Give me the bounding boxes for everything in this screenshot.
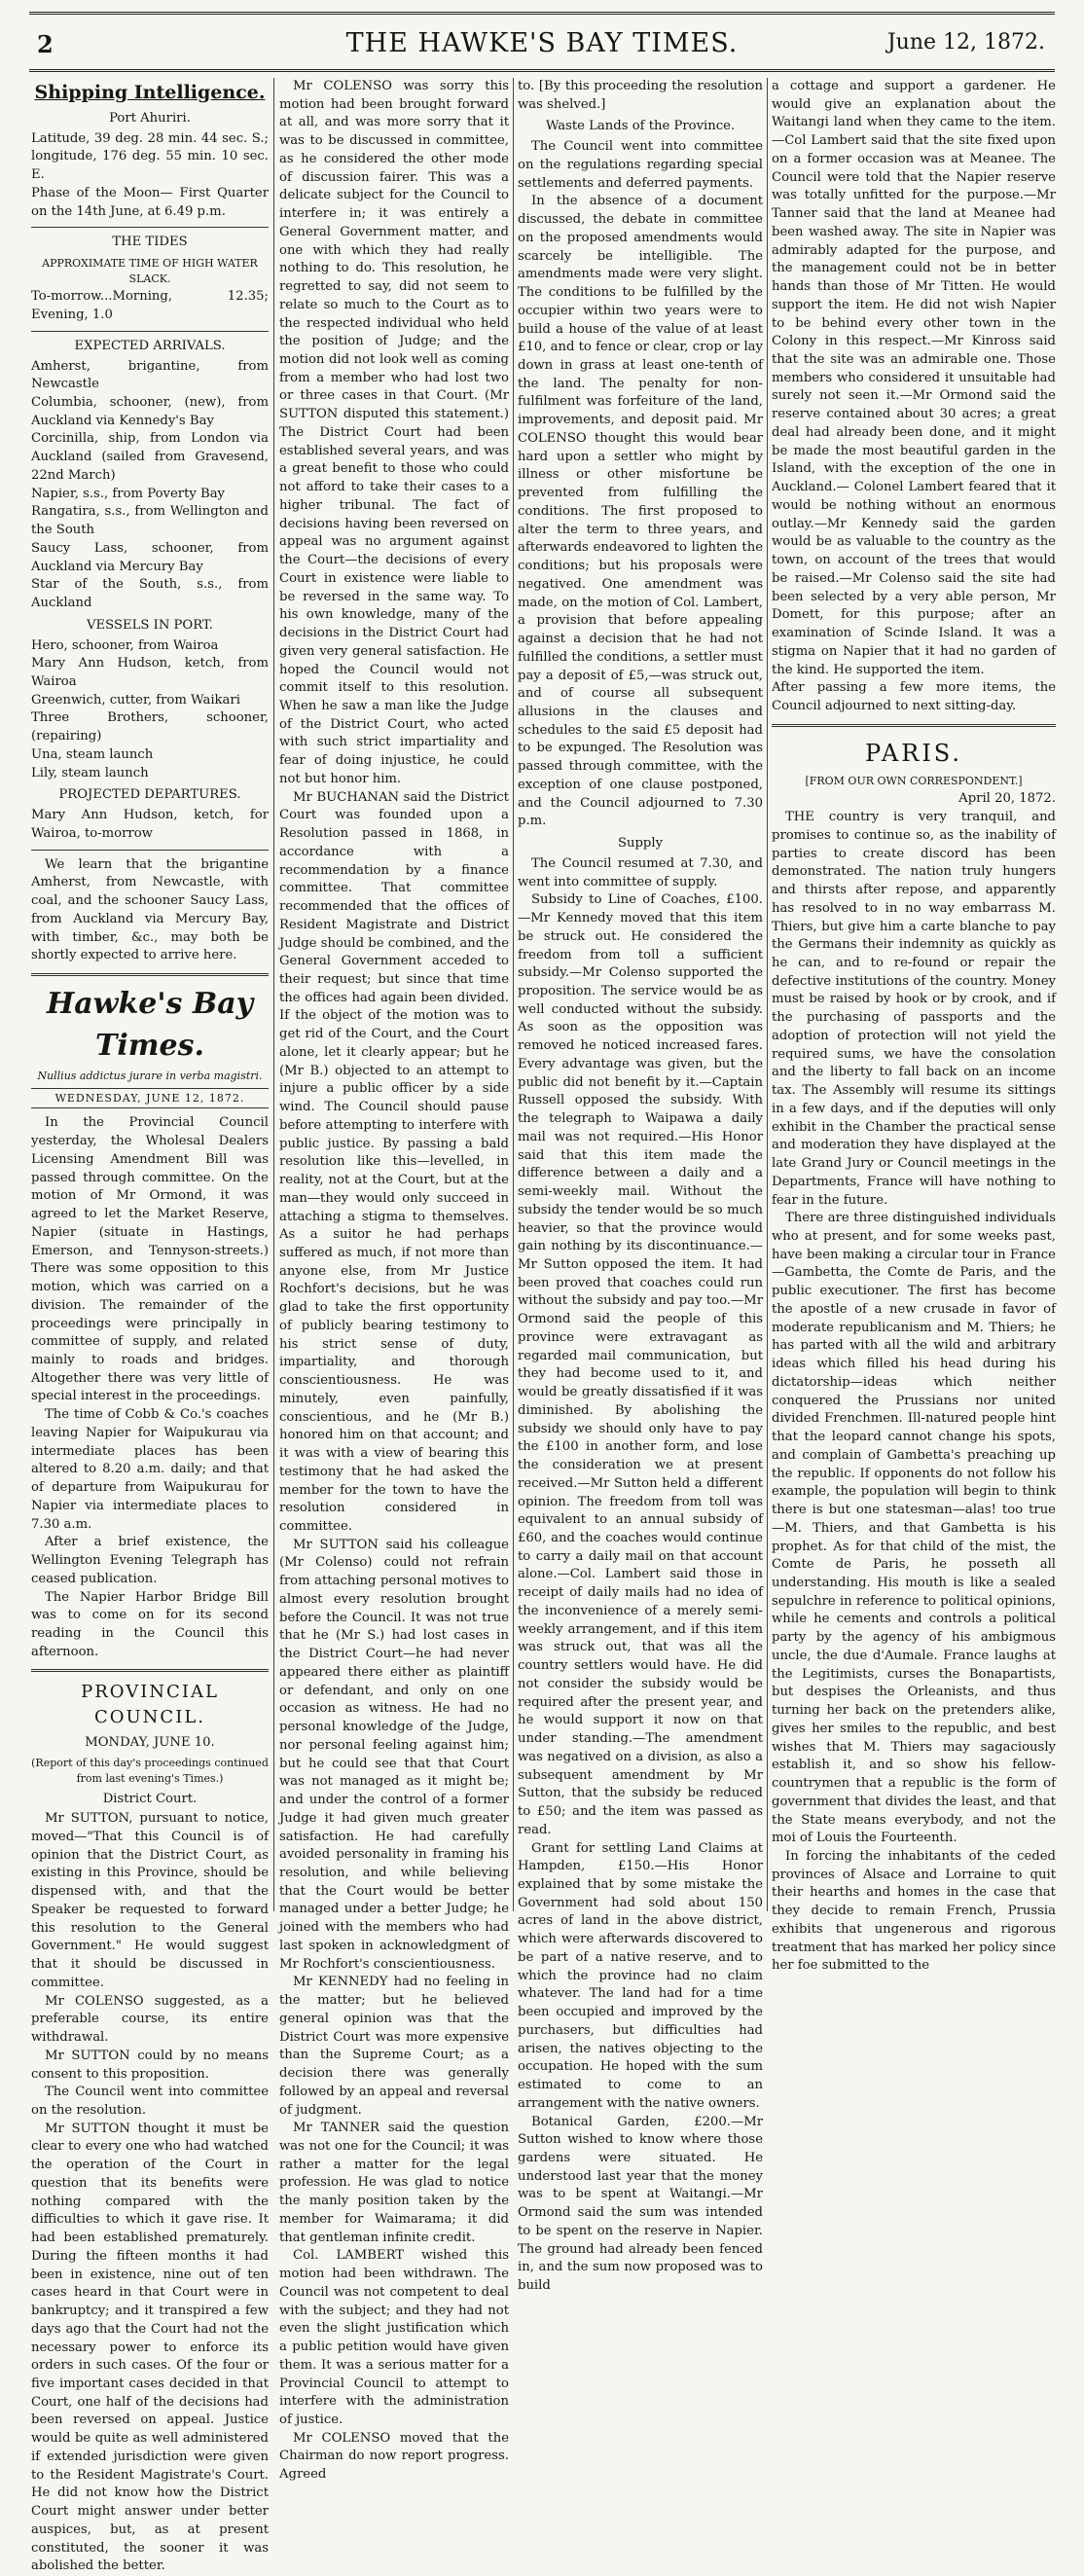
vessels-heading: VESSELS IN PORT. xyxy=(87,617,213,633)
waste-lands-heading: Waste Lands of the Province. xyxy=(545,119,736,134)
column-rule xyxy=(273,78,274,1911)
divider xyxy=(31,850,269,851)
prov-paragraphs xyxy=(31,1810,269,2576)
departures-heading: PROJECTED DEPARTURES. xyxy=(58,787,241,803)
supply-paragraph: Subsidy to Line of Coaches, £100.—Mr Kennedy moved that this item be struck out. He considered the freedom from toll a sufficient subsidy.—Mr Colenso supported the proposition. The service would be as well conducted without the subsidy. As soon as the opposition was removed he noticed increased fares. Every advantage was given, but the public did not benefit by it.—Captain Russell opposed the subsidy. With the telegraph to Waipawa a daily mail was not required.—His Honor said that this item made the difference between a daily and a semi-weekly mail. Without the subsidy the tender would be so much heavier, so that the province would gain nothing by its discontinuance.—Mr Sutton opposed the item. It had been proved that coaches could run without the subsidy and pay too.—Mr Ormond said the people of this province were extravagant as regarded mail communication, but they had become used to it, and would be greatly dissatisfied if it was diminished. By abolishing the subsidy we should only have to pay the £100 in another form, and lose the consideration we at present received.—Mr Sutton held a different opinion. The freedom from toll was equivalent to an annual subsidy of £60, and the coaches would continue to carry a daily mail on that account alone.—Col. Lambert said those in receipt of daily mails had no idea of the inconvenience of a merely semi-weekly arrangement, and if this item was struck out, that was all the country settlers would have. He did not consider the subsidy would be required after the present year, and he would support it now on that under standing.—The amendment was negatived on a division, as also a subsequent amendment by Mr Sutton, that the subsidy be reduced to £50; and the item was passed as read. xyxy=(518,892,763,1837)
district-court-heading: District Court. xyxy=(102,1791,198,1806)
vessel-item: Hero, schooner, from Wairoa xyxy=(31,637,219,653)
column-rule xyxy=(767,78,768,1911)
prov-note: (Report of this day's proceedings continued from last evening's Times.) xyxy=(31,1757,269,1785)
supply-paragraphs xyxy=(518,855,763,2296)
editorial-section xyxy=(31,1114,269,1661)
page-number: 2 xyxy=(37,30,54,58)
col2-paragraph: Mr KENNEDY had no feeling in the matter; but he believed general opinion was that the District Court was more expensive than the Supreme Court; as a decision there was generally followed by an appeal and reversal of judgment. xyxy=(279,1975,509,2118)
col3-top-paragraphs xyxy=(518,78,763,114)
col2-paragraph: Mr TANNER said the question was not one for the Council; it was rather a matter for the legal profession. He was glad to notice the manly position taken by the member for Waimarama; it did that gentleman infinite credit. xyxy=(279,2121,509,2245)
prov-paragraph: The Council went into committee on the resolution. xyxy=(31,2085,269,2118)
expected-arrival-item: Corcinilla, ship, from London via Auckland (sailed from Gravesend, 22nd March) xyxy=(31,431,269,483)
prov-paragraph: Mr COLENSO suggested, as a preferable course, its entire withdrawal. xyxy=(31,1993,269,2046)
column-1 xyxy=(31,78,269,2574)
editorial-paragraph: In the Provincial Council yesterday, the Wholesal Dealers Licensing Amendment Bill was passed through committee. On the motion of Mr Ormond, it was agreed to let the Market Reserve, Napier (situate in Hastings, Emerson, and Tennyson-streets.) There was some opposition to this motion, which was carried on a division. The remainder of the proceedings were principally in committee of supply, and related mainly to roads and bridges. Altogether there was very little of special interest in the proceedings. xyxy=(31,1115,269,1404)
paper-motto: Nullius addictus jurare in verba magistri. xyxy=(37,1070,263,1083)
col3-top-paragraph: to. [By this proceeding the resolution was shelved.] xyxy=(518,79,763,112)
waste-paragraph: The Council went into committee on the regulations regarding special settlements and deferred payments. xyxy=(518,139,763,191)
col2-paragraph: Mr SUTTON said his colleague (Mr Colenso) could not refrain from attaching personal motives to almost every resolution brought before the Council. It was not true that he (Mr S.) had lost cases in the District Court—he had never appeared there either as plaintiff or defendant, and only on one occasion as witness. He had no personal knowledge of the Judge, nor personal feeling against him; but he could see that that Court was not managed as it might be; and under the control of a former Judge it had given much greater satisfaction. He had carefully avoided personality in framing his resolution, and while believing that the Court would be better managed under a better Judge; he joined with the members who had last spoken in acknowledgment of Mr Rochfort's conscientiousness. xyxy=(279,1537,509,1972)
col4-paragraph: a cottage and support a gardener. He would give an explanation about the Waitangi land when they came to the item.—Col Lambert said that the site fixed upon on a former occasion was at Meanee. The Council were told that the Napier reserve was totally unfitted for the purpose.—Mr Tanner said that the land at Meanee had been washed away. The site in Napier was admirably adapted for the purpose, and the management could not be in better hands than those of Mr Titten. He would support the item. He did not wish Napier to be behind every other town in the Colony in this respect.—Mr Kinross said that the site was an admirable one. Those members who considered it unsuitable had surely not seen it.—Mr Ormond said the reserve contained about 30 acres; a great deal had already been done, and it might be made the most beautiful garden in the Island, with the exception of the one in Auckland.— Colonel Lambert feared that it would be nothing without an enormous outlay.—Mr Kennedy said the garden would be as valuable to the country as the town, on account of the trees that would be raised.—Mr Colenso said the site had been selected by a very able person, Mr Domett, for this purpose; after an examination of Scinde Island. It was a stigma on Napier that it had no garden of the kind. He supported the item. xyxy=(772,79,1056,677)
latlong-text: Latitude, 39 deg. 28 min. 44 sec. S.; longitude, 176 deg. 55 min. 10 sec. E. xyxy=(31,130,269,183)
paris-heading: PARIS. xyxy=(864,739,963,767)
masthead xyxy=(29,12,1055,72)
column-2 xyxy=(279,78,509,2483)
editorial-paragraph: After a brief existence, the Wellington Evening Telegraph has ceased publication. xyxy=(31,1535,269,1586)
expected-arrival-item: Saucy Lass, schooner, from Auckland via Mercury Bay xyxy=(31,540,269,574)
divider xyxy=(772,724,1056,727)
divider xyxy=(31,973,269,976)
provincial-council-heading: PROVINCIAL COUNCIL. xyxy=(81,1682,219,1728)
vessel-item: Three Brothers, schooner, (repairing) xyxy=(31,710,269,744)
learn-paragraph: We learn that the brigantine Amherst, from Newcastle, with coal, and the schooner Saucy Lass, from Auckland via Mercury Bay, with timber, &c., may both be shortly expected to arrive here. xyxy=(31,856,269,963)
divider xyxy=(31,1669,269,1672)
expected-arrival-item: Star of the South, s.s., from Auckland xyxy=(31,577,269,611)
newspaper-title: THE HAWKE'S BAY TIMES. xyxy=(345,28,739,58)
moon-text: Phase of the Moon— First Quarter on the 14th June, at 6.49 p.m. xyxy=(31,185,269,219)
col2-paragraph: Col. LAMBERT wished this motion had been withdrawn. The Council was not competent to deal with the subject; and they had not even the slight justification which a public petition would have given them. It was a serious matter for a Provincial Council to attempt to interfere with the administration of justice. xyxy=(279,2248,509,2427)
col2-paragraph: Mr COLENSO moved that the Chairman do now report progress. Agreed xyxy=(279,2430,509,2483)
tides-subheading: APPROXIMATE TIME OF HIGH WATER SLACK. xyxy=(42,257,258,285)
issue-date: June 12, 1872. xyxy=(886,30,1045,54)
expected-arrival-item: Columbia, schooner, (new), from Auckland via Kennedy's Bay xyxy=(31,395,269,428)
vessel-item: Una, steam launch xyxy=(31,746,154,762)
divider xyxy=(31,331,269,332)
waste-lands-paragraphs xyxy=(518,138,763,831)
vessel-item: Mary Ann Hudson, ketch, from Wairoa xyxy=(31,656,269,690)
col4-paragraph: After passing a few more items, the Council adjourned to next sitting-day. xyxy=(772,680,1056,713)
paper-nameplate: Hawke's Bay Times. xyxy=(46,987,254,1063)
waste-paragraph: In the absence of a document discussed, the debate in committee on the proposed amendments would scarcely be intelligible. The amendments made were very slight. The conditions to be fulfilled by the occupier within two years were to build a house of the value of at least £10, and to fence or clear, crop or lay down in grass at least one-tenth of the land. The penalty for non-fulfilment was forfeiture of the land, improvements, and deposit paid. Mr COLENSO thought this would bear hard upon a settler who might by illness or other misfortune be prevented from fulfilling the conditions. The first proposed to alter the term to three years, and afterwards endeavored to lighten the conditions; but his proposals were negatived. One amendment was made, on the motion of Col. Lambert, a provision that before appealing against a decision that he had not fulfilled the conditions, a settler must pay a deposit of £5,—was struck out, and of course all subsequent allusions in the clauses and schedules to the said £5 deposit had to be expunged. The Resolution was passed through committee, with the exception of one clause postponed, and the Council adjourned to 7.30 p.m. xyxy=(518,194,763,829)
dateline: WEDNESDAY, JUNE 12, 1872. xyxy=(31,1088,269,1109)
vessel-item: Greenwich, cutter, from Waikari xyxy=(31,692,240,707)
prov-paragraph: Mr SUTTON, pursuant to notice, moved—"That this Council is of opinion that the District Court, as existing in this Province, should be dispensed with, and that the Speaker be requested to forward this resolution to the General Government." He would suggest that it should be discussed in committee. xyxy=(31,1811,269,1990)
column-4 xyxy=(772,78,1056,1974)
supply-paragraph: The Council resumed at 7.30, and went into committee of supply. xyxy=(518,855,763,889)
column-3 xyxy=(518,78,763,2294)
expected-arrival-item: Rangatira, s.s., from Wellington and the South xyxy=(31,504,269,538)
col2-paragraph: Mr COLENSO was sorry this motion had been brought forward at all, and was more sorry that it was to be discussed in committee, as he considered the other mode of discussion fairer. This was a delicate subject for the Council to interfere in; it was entirely a General Government matter, and one with which they had really nothing to do. This resolution, he regretted to say, did not seem to relate so much to the Court as to the respected individual who held the position of Judge; and the motion did not look well as coming from a member who had lost two or three cases in that Court. (Mr SUTTON disputed this statement.) The District Court had been established several years, and was a great benefit to those who could not afford to take their cases to a higher tribunal. The fact of decisions having been reversed on appeal was no argument against the Court—the decisions of every Court in existence were liable to be reversed in the same way. To his own knowledge, many of the decisions in the District Court had given very general satisfaction. He hoped the Council would not commit itself to this resolution. When he saw a man like the Judge of the District Court, who acted with such strict impartiality and fear of doing injustice, he could not but honor him. xyxy=(279,79,509,786)
editorial-paragraph: The Napier Harbor Bridge Bill was to come on for its second reading in the Council this afternoon. xyxy=(31,1589,269,1659)
paris-paragraphs xyxy=(772,809,1056,1976)
supply-heading: Supply xyxy=(617,836,664,852)
prov-paragraph: Mr SUTTON thought it must be clear to every one who had watched the operation of the Court in question that its benefits were nothing compared with the difficulties to which it gave rise. It had been established prematurely. During the fifteen months it had been in existence, nine out of ten cases heard in that Court were in bankruptcy; and it transpired a few days ago that the Court had not the necessary power to enforce its orders in such cases. Of the four or five important cases decided in that Court, one half of the decisions had been reversed on appeal. Justice would be quite as well administered if extended jurisdiction were given to the Resident Magistrate's Court. He did not know how the District Court might answer under better auspices, but, as at present constituted, the sooner it was abolished the better. xyxy=(31,2121,269,2574)
paris-paragraph: THE country is very tranquil, and promises to continue so, as the inability of parties to create discord has been demonstrated. The nation truly hungers and thirsts after repose, and apparently has resolved to in no way embarrass M. Thiers, but give him a carte blanche to pay the Germans their indemnity as quickly as he can, and to re-found or repair the defective institutions of the country. Money must be raised by hook or by crook, and if the purchasing of passports and the adoption of protection will not yield the required sums, we have the consolation and the liberty to fall back on an income tax. The Assembly will resume its sittings in a few days, and if the deputies will only exhibit in the Chamber the practical sense and moderation they have displayed at the late Grand Jury or Council meetings in the Departments, France will have nothing to fear in the future. xyxy=(772,810,1056,1208)
paris-date: April 20, 1872. xyxy=(958,791,1056,807)
col2-paragraphs xyxy=(279,78,509,2485)
supply-paragraph: Botanical Garden, £200.—Mr Sutton wished to know where those gardens were situated. He understood last year that the money was to be spent at Waitangi.—Mr Ormond said the sum was intended to be spent on the reserve in Napier. The ground had already been fenced in, and the sum now proposed was to build xyxy=(518,2114,763,2294)
expected-arrival-item: Napier, s.s., from Poverty Bay xyxy=(31,486,226,501)
column-rule xyxy=(513,78,514,1911)
supply-paragraph: Grant for settling Land Claims at Hampden, £150.—His Honor explained that by some mistake the Government had sold about 150 acres of land in the above district, which were afterwards discovered to be part of a native reserve, and to which the province had no claim whatever. The land had for a time been occupied and improved by the purchasers, but difficulties had arisen, the natives objecting to the occupation. He hoped with the sum estimated to come to an arrangement with the native owners. xyxy=(518,1840,763,2111)
paris-subheading: [FROM OUR OWN CORRESPONDENT.] xyxy=(805,774,1023,787)
expected-arrival-item: Amherst, brigantine, from Newcastle xyxy=(31,358,269,392)
expected-heading: EXPECTED ARRIVALS. xyxy=(74,338,226,353)
port-heading: Port Ahuriri. xyxy=(109,110,191,126)
editorial-paragraph: The time of Cobb & Co.'s coaches leaving Napier for Waipukurau via intermediate places has been altered to 8.20 a.m. daily; and that of departure from Waipukurau for Napier via intermediate places to 7.30 a.m. xyxy=(31,1407,269,1532)
prov-date: MONDAY, JUNE 10. xyxy=(85,1734,215,1750)
paris-paragraph: In forcing the inhabitants of the ceded provinces of Alsace and Lorraine to quit their hearths and homes in the case that they decide to remain French, Prussia exhibits that ungenerous and rigorous treatment that has marked her policy since her foe submitted to the xyxy=(772,1848,1056,1974)
col2-paragraph: Mr BUCHANAN said the District Court was founded upon a Resolution passed in 1868, in accordance with a recommendation by a finance committee. That committee recommended that the offices of Resident Magistrate and District Judge should be combined, and the General Government acceded to their request; but since that time the offices had again been divided. If the object of the motion was to get rid of the Court, and the Court alone, let it clearly appear; but he (Mr B.) objected to an attempt to injure a public officer by a side wind. The Council should pause before attempting to interfere with public justice. By passing a bald resolution like this—levelled, in reality, not at the Court, but at the man—they would only succeed in attaching a stigma to themselves. As a suitor he had perhaps suffered as much, if not more than anyone else, from Mr Justice Rochfort's decisions, but he was glad to take the first opportunity of publicly bearing testimony to his strict sense of duty, impartiality, and thorough conscientiousness. He was minutely, even painfully, conscientious, and he (Mr B.) honored him on that account; and it was with a view of bearing this testimony that he had asked the member for the town to have the resolution considered in committee. xyxy=(279,789,509,1535)
vessels-list xyxy=(31,637,269,783)
tides-line: To-morrow...Morning, 12.35; Evening, 1.0 xyxy=(31,289,269,323)
departures-text: Mary Ann Hudson, ketch, for Wairoa, to-morrow xyxy=(31,808,269,841)
expected-arrivals-list xyxy=(31,358,269,613)
prov-paragraph: Mr SUTTON could by no means consent to this proposition. xyxy=(31,2048,269,2082)
col4-paragraphs xyxy=(772,78,1056,716)
vessel-item: Lily, steam launch xyxy=(31,765,149,780)
shipping-heading: Shipping Intelligence. xyxy=(34,82,266,103)
divider xyxy=(31,227,269,228)
tides-heading: THE TIDES xyxy=(112,235,188,250)
paris-paragraph: There are three distinguished individuals who at present, and for some weeks past, have been making a circular tour in France—Gambetta, the Comte de Paris, and the public executioner. The first has become the apostle of a new crusade in favor of moderate republicanism and M. Thiers; he has parted with all the wild and arbitrary ideas which filled his head during his dictatorship—ideas which neither conquered the Prussians nor united divided Frenchmen. Ill-natured people hint that the leopard cannot change his spots, and complain of Gambetta's preaching up the republic. If opponents do not follow his example, the population will begin to think there is but one statesman—alas! too true—M. Thiers, and that Gambetta is his prophet. As for that child of the mist, the Comte de Paris, he posseth all understanding. His mouth is like a sealed sepulchre in reference to political opinions, while he cements and controls a political party by the agency of his ambigmous uncle, the due d'Aumale. France laughs at the Legitimists, curses the Bonapartists, but despises the Orleanists, and thus turning her back on the pretenders alike, gives her smiles to the republic, and best wishes that M. Thiers may sagaciously establish it, and so show his fellow-countrymen that a republic is the form of government that divides the least, and that the State means everybody, and not the moi of Louis the Fourteenth. xyxy=(772,1211,1056,1846)
